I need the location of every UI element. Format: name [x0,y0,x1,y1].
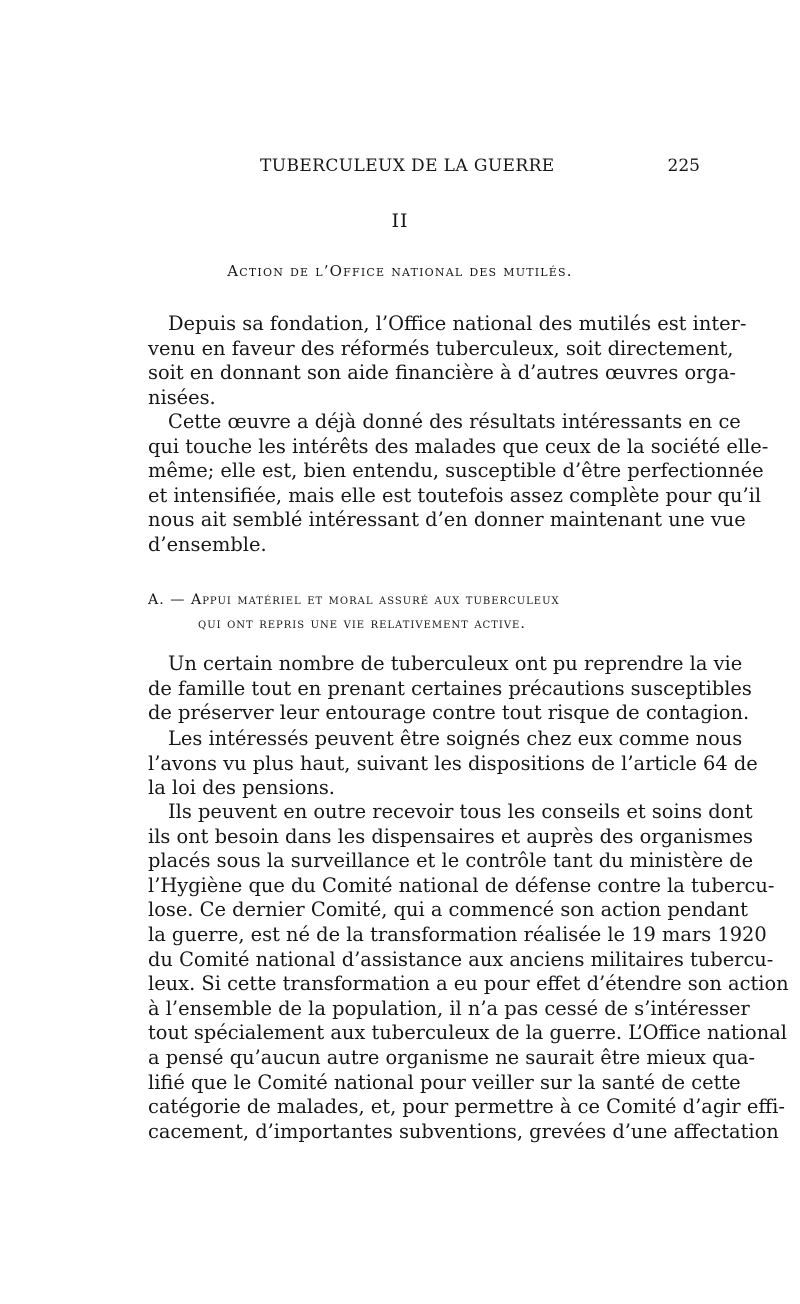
running-title: TUBERCULEUX DE LA GUERRE [260,156,555,176]
page-number: 225 [667,156,700,176]
text-line: et intensifiée, mais elle est toutefois assez complète pour qu’il [148,483,762,507]
text-line: a pensé qu’aucun autre organisme ne saurait être mieux qua- [148,1045,756,1069]
text-line: Un certain nombre de tuberculeux ont pu reprendre la vie [168,652,743,675]
text-line: l’avons vu plus haut, suivant les dispositions de l’article 64 de [148,751,758,775]
text-line: tout spécialement aux tuberculeux de la guerre. L’Office national [148,1021,787,1045]
text-line: placés sous la surveillance et le contrôle tant du ministère de [148,849,754,873]
running-header [130,156,700,180]
subheading-line: A. — Appui matériel et moral assuré aux tuberculeux [148,592,560,608]
paragraph-3 [128,652,752,726]
section-number: II [391,210,409,232]
text-line: à l’ensemble de la population, il n’a pas cessé de s’intéresser [148,996,750,1020]
paragraph-5 [128,800,789,1144]
text-line: Les intéressés peuvent être soignés chez eux comme nous [168,727,743,750]
text-line: lose. Ce dernier Comité, qui a commencé son action pendant [148,898,748,922]
text-line: ils ont besoin dans les dispensaires et auprès des organismes [148,824,754,848]
text-line: venu en faveur des réformés tuberculeux, soit directement, [148,336,734,360]
paragraph-4 [128,727,758,801]
subheading-line: qui ont repris une vie relativement active. [198,616,526,632]
subsection-heading [148,588,688,636]
text-line: d’ensemble. [148,532,267,556]
paragraph-1 [128,312,747,410]
text-line: de préserver leur entourage contre tout risque de contagion. [148,701,750,725]
text-line: leux. Si cette transformation a eu pour effet d’étendre son action [148,972,789,996]
text-line: la guerre, est né de la transformation réalisée le 19 mars 1920 [148,922,767,946]
text-line: de famille tout en prenant certaines précautions susceptibles [148,676,752,700]
text-line: catégorie de malades, et, pour permettre à ce Comité d’agir effi- [148,1095,785,1119]
section-title: Action de l’Office national des mutilés. [227,262,573,280]
text-line: l’Hygiène que du Comité national de défense contre la tubercu- [148,873,775,897]
text-line: Cette œuvre a déjà donné des résultats intéressants en ce [168,410,741,433]
text-line: cacement, d’importantes subventions, grevées d’une affectation [148,1119,779,1143]
text-line: qui touche les intérêts des malades que ceux de la société elle- [148,434,769,458]
text-line: lifié que le Comité national pour veiller sur la santé de cette [148,1070,741,1094]
text-line: même; elle est, bien entendu, susceptible d’être perfectionnée [148,459,764,483]
paragraph-2 [128,410,769,558]
text-line: la loi des pensions. [148,776,335,800]
text-line: nisées. [148,385,216,409]
text-line: Depuis sa fondation, l’Office national des mutilés est inter- [168,312,747,335]
text-line: du Comité national d’assistance aux anciens militaires tubercu- [148,947,774,971]
text-line: nous ait semblé intéressant d’en donner maintenant une vue [148,508,746,532]
text-line: Ils peuvent en outre recevoir tous les conseils et soins dont [168,800,753,823]
text-line: soit en donnant son aide financière à d’autres œuvres orga- [148,361,736,385]
